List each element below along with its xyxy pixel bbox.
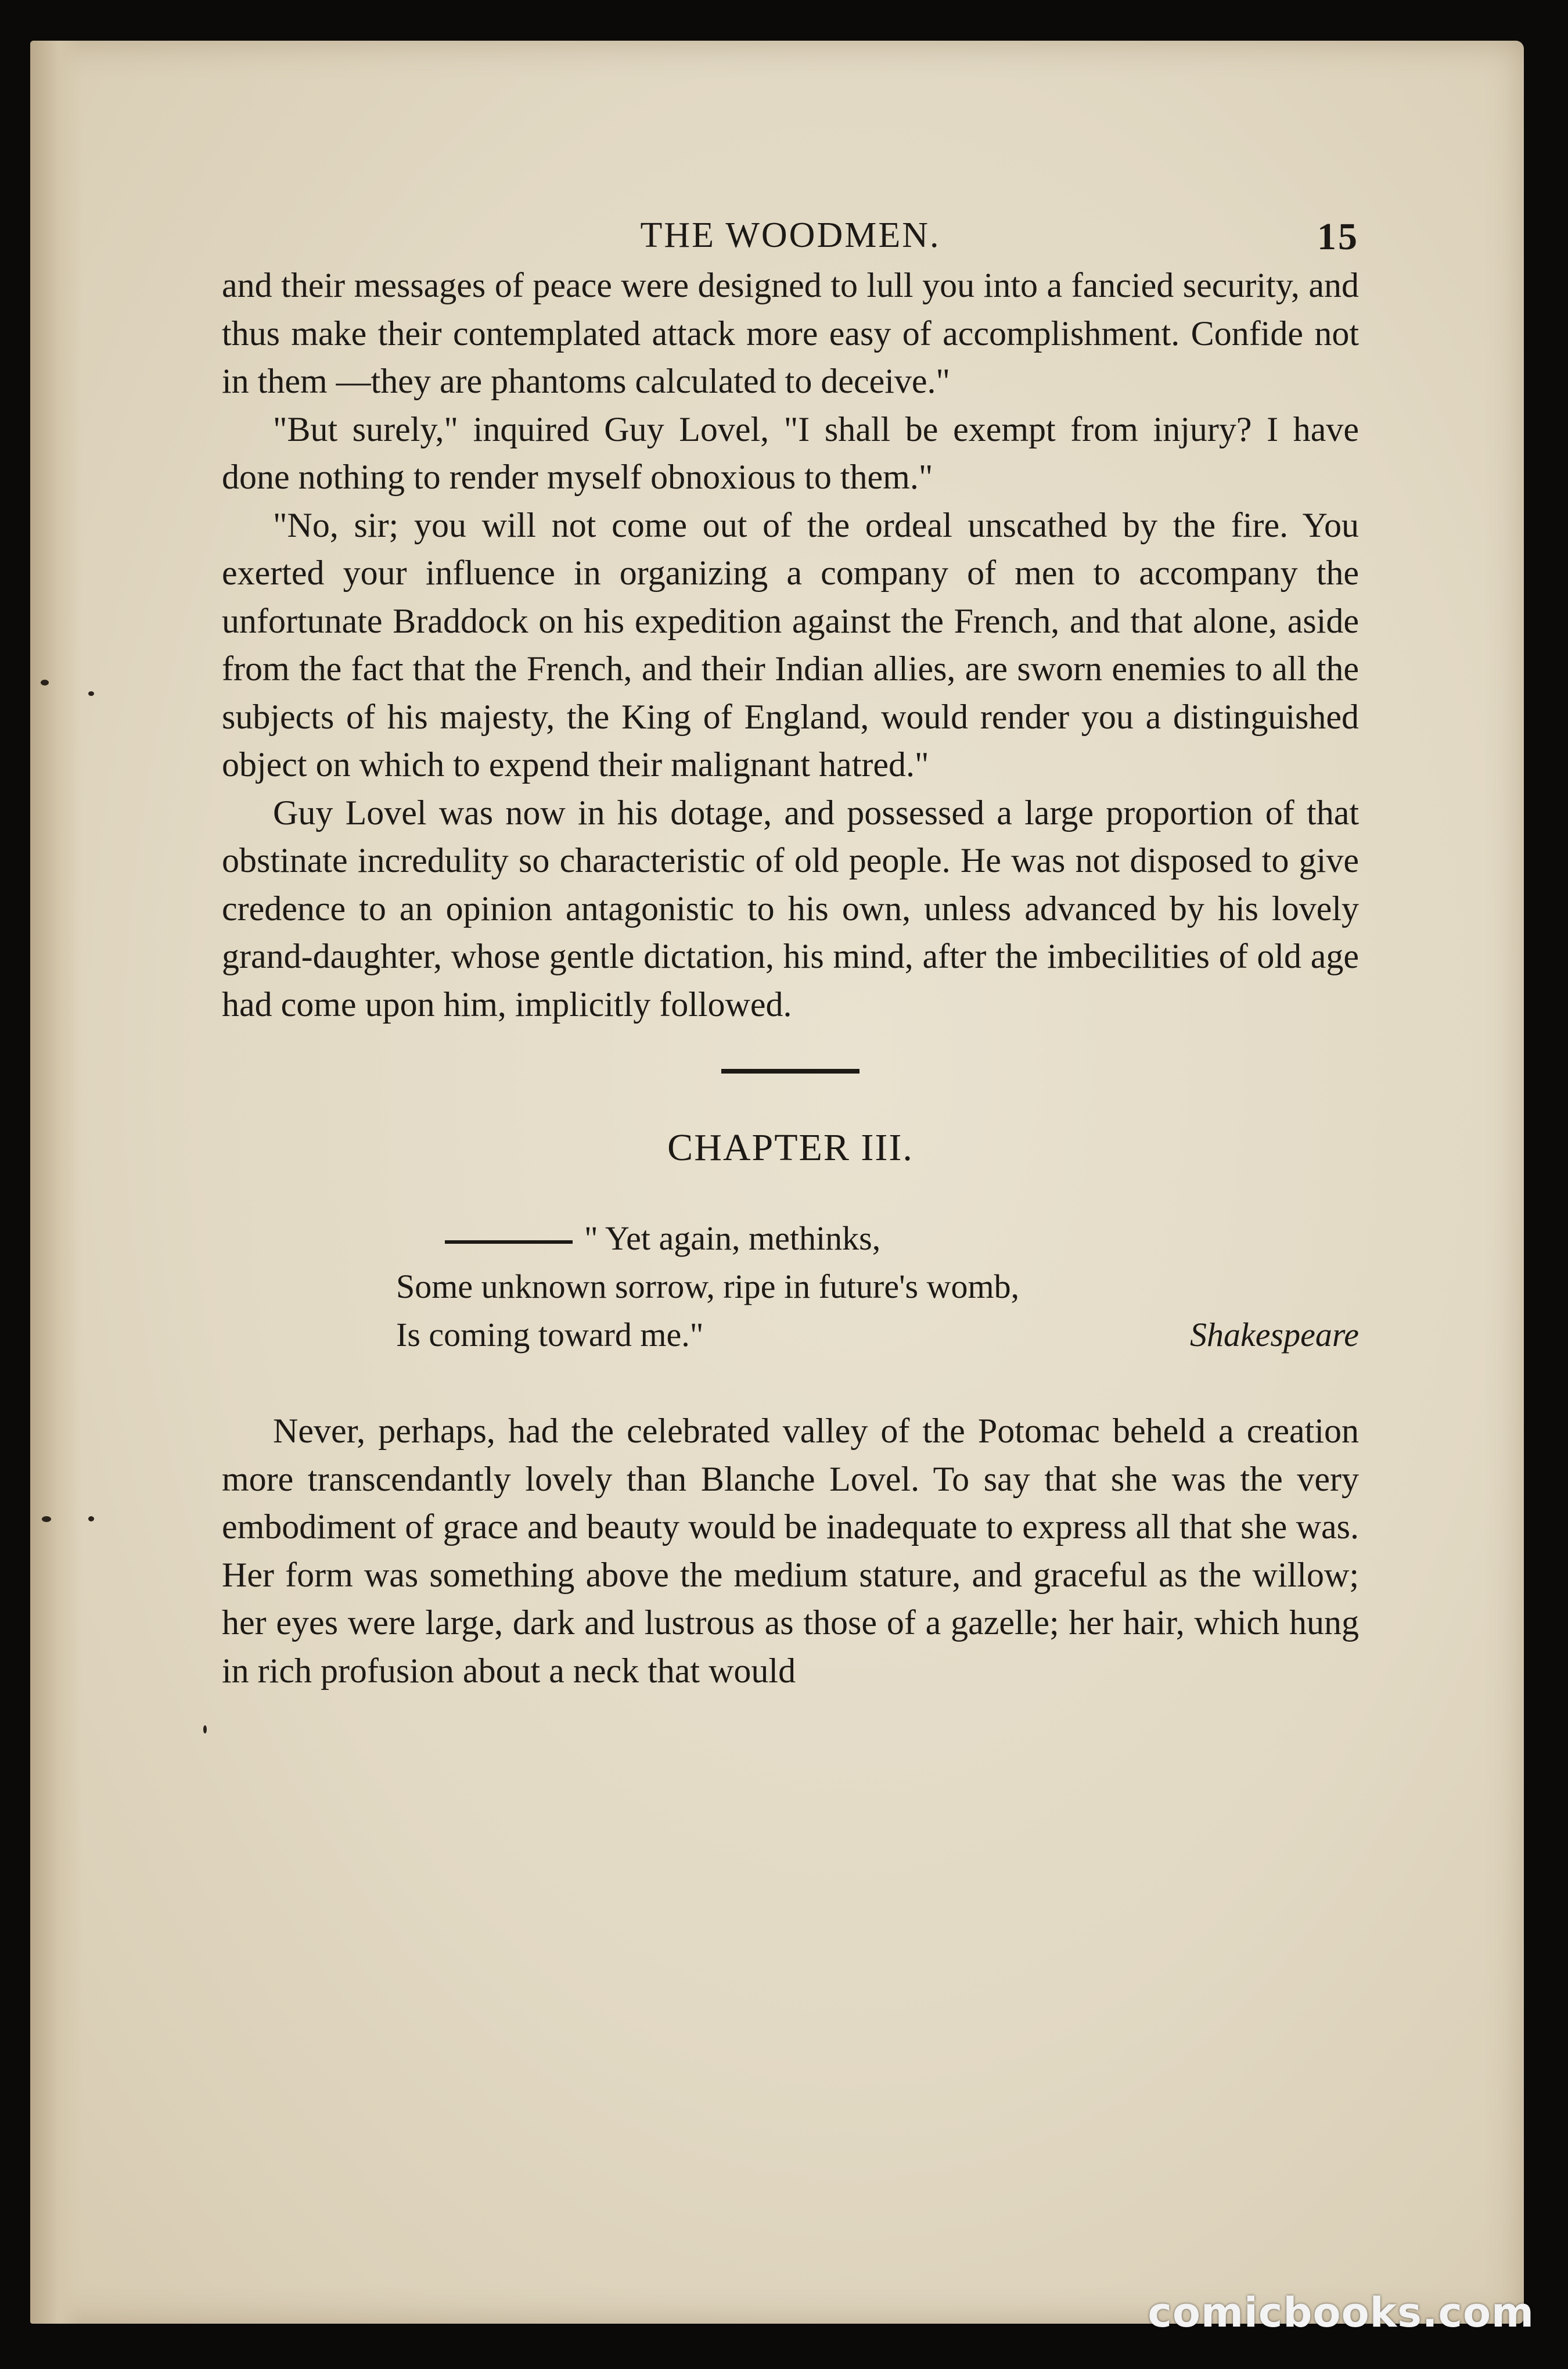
- running-header: [222, 215, 1359, 261]
- book-page: [30, 41, 1524, 2324]
- epigraph-line-3: Is coming toward me.": [396, 1316, 704, 1354]
- ink-speck: [41, 680, 49, 685]
- epigraph-line-1: [445, 1214, 880, 1262]
- epigraph-dash: [445, 1240, 573, 1244]
- paragraph-guy-lovel: Guy Lovel was now in his dotage, and possessed a large proportion of that obstinate incredulity so characteristic of old people. He was not disposed to give credence to an opinion antagonistic to his own, unless advanced by his lovely grand-daughter, whose gentle dictation, his mind, after the imbecilities of old age had come upon him, implicitly followed.: [222, 793, 1359, 1024]
- paragraph-dialogue-guy: "But surely," inquired Guy Lovel, "I shall be exempt from injury? I have done nothing to render myself obnoxious to them.": [222, 410, 1359, 496]
- section-divider: [721, 1069, 859, 1074]
- page-content: [222, 215, 1359, 1695]
- epigraph-line-1-text: " Yet again, methinks,: [584, 1219, 881, 1257]
- chapter-body-paragraph: Never, perhaps, had the celebrated valley of the Potomac beheld a creation more transcendantly lovely than Blanche Lovel. To say that she was the very embodiment of grace and beauty would be inadequate to express all that she was. Her form was something above the medium stature, and graceful as the willow; her eyes were large, dark and lustrous as those of a gazelle; her hair, which hung in rich profusion about a neck that would: [222, 1412, 1359, 1690]
- ink-speck: [203, 1725, 207, 1733]
- chapter-heading: CHAPTER III.: [667, 1126, 914, 1169]
- ink-speck: [88, 1516, 94, 1521]
- ink-speck: [88, 691, 94, 696]
- paragraph-continuation: and their messages of peace were designed to lull you into a fancied security, and thus make their contemplated attack more easy of accomplishment. Confide not in them —they are phantoms calculated to deceive.": [222, 266, 1359, 400]
- ink-speck: [42, 1516, 51, 1522]
- page-number: 15: [1317, 216, 1359, 258]
- epigraph: [222, 1214, 1359, 1359]
- paragraph-dialogue-reply: "No, sir; you will not come out of the ordeal unscathed by the fire. You exerted your influence in organizing a company of men to accompany the unfortunate Braddock on his expedition against the French, and that alone, aside from the fact that the French, and their Indian allies, are sworn enemies to all the subjects of his majesty, the King of England, would render you a distinguished object on which to expend their malignant hatred.": [222, 505, 1359, 784]
- site-watermark: comicbooks.com: [1148, 2289, 1534, 2336]
- epigraph-line-2: Some unknown sorrow, ripe in future's womb,: [396, 1268, 1020, 1305]
- running-title: THE WOODMEN.: [640, 216, 941, 255]
- page-gutter: [30, 41, 82, 2324]
- epigraph-attribution: Shakespeare: [1190, 1316, 1359, 1354]
